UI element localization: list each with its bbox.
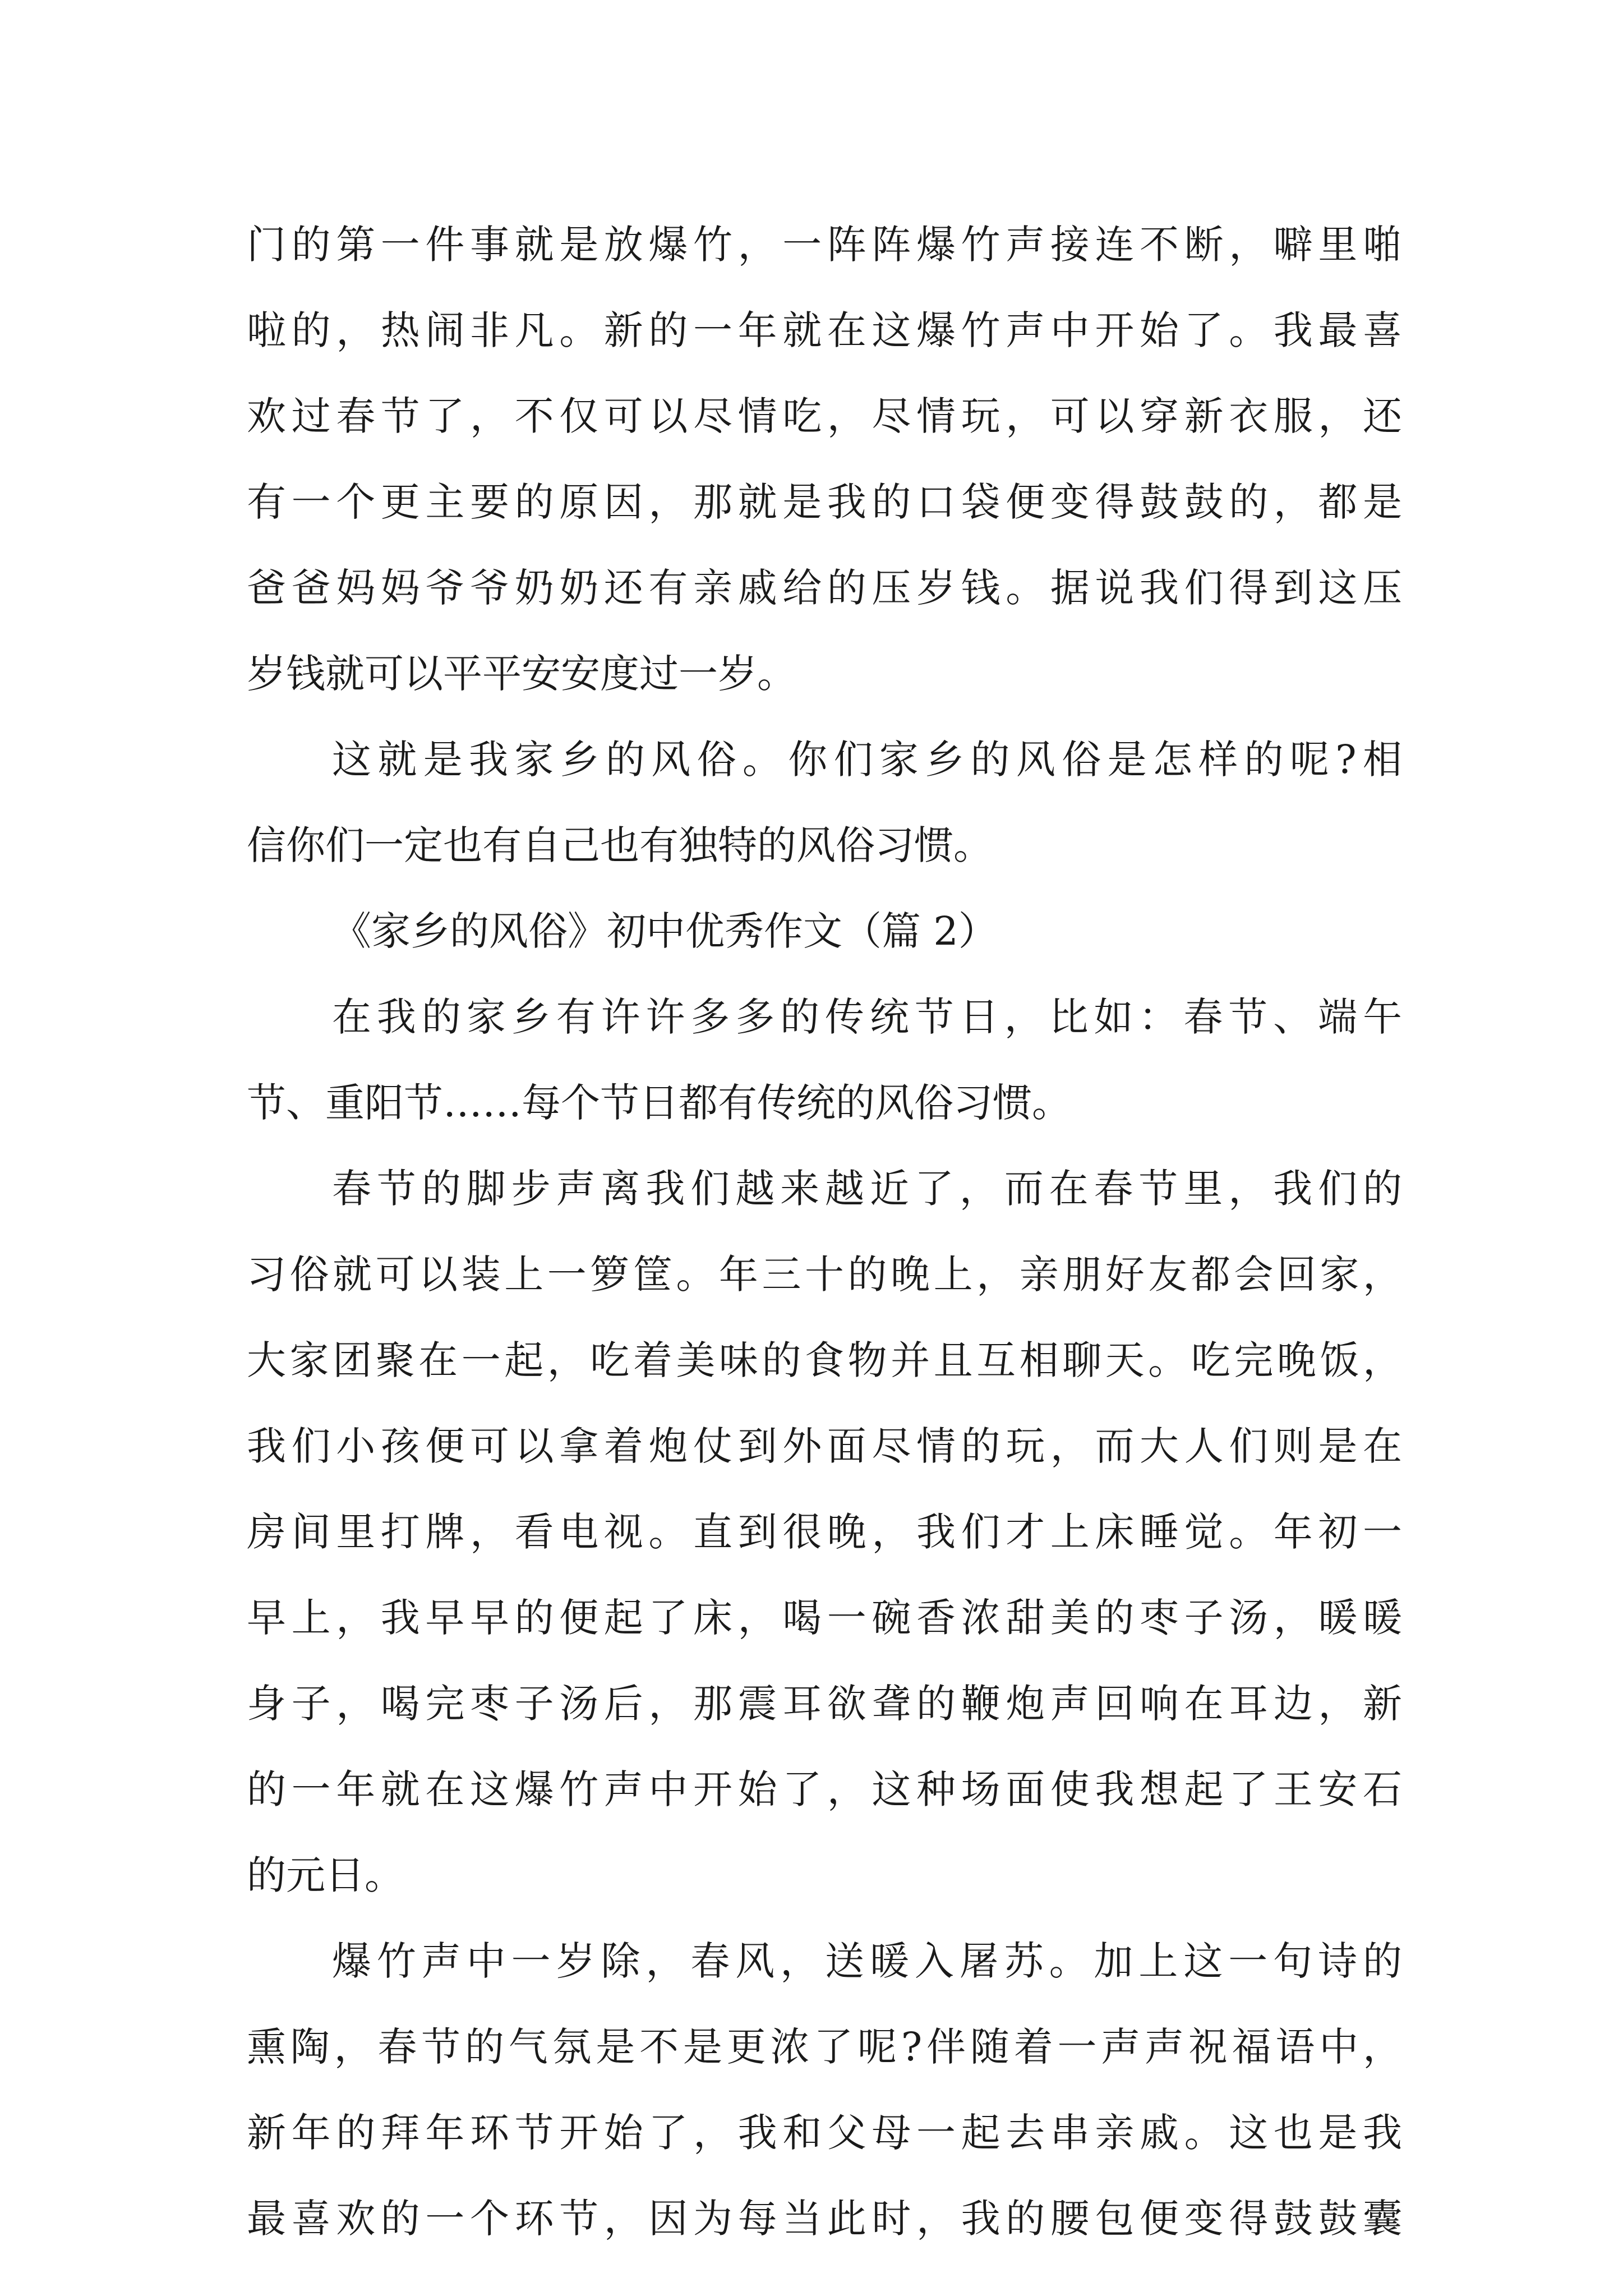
text-line: 有一个更主要的原因，那就是我的口袋便变得鼓鼓的，都是	[247, 479, 1402, 525]
text-line: 的元日。	[247, 1852, 404, 1898]
text-line: 大家团聚在一起，吃着美味的食物并且互相聊天。吃完晚饭，	[247, 1337, 1402, 1383]
text-line: 习俗就可以装上一箩筐。年三十的晚上，亲朋好友都会回家，	[247, 1251, 1402, 1297]
text-line: 信你们一定也有自己也有独特的风俗习惯。	[247, 822, 993, 868]
section-heading: 《家乡的风俗》初中优秀作文（篇 2）	[332, 908, 998, 954]
text-line: 早上，我早早的便起了床，喝一碗香浓甜美的枣子汤，暖暖	[247, 1595, 1402, 1641]
text-line: 爸爸妈妈爷爷奶奶还有亲戚给的压岁钱。据说我们得到这压	[247, 565, 1402, 611]
text-line: 岁钱就可以平平安安度过一岁。	[247, 651, 796, 697]
text-line: 我们小孩便可以拿着炮仗到外面尽情的玩，而大人们则是在	[247, 1423, 1402, 1469]
text-line: 熏陶，春节的气氛是不是更浓了呢?伴随着一声声祝福语中，	[247, 2024, 1402, 2070]
document-page	[247, 202, 1402, 2262]
text-line: 门的第一件事就是放爆竹，一阵阵爆竹声接连不断，噼里啪	[247, 222, 1402, 268]
text-line: 爆竹声中一岁除，春风，送暖入屠苏。加上这一句诗的	[332, 1938, 1402, 1984]
text-line: 的一年就在这爆竹声中开始了，这种场面使我想起了王安石	[247, 1766, 1402, 1812]
text-line: 欢过春节了，不仅可以尽情吃，尽情玩，可以穿新衣服，还	[247, 393, 1402, 439]
text-line: 新年的拜年环节开始了，我和父母一起去串亲戚。这也是我	[247, 2110, 1402, 2156]
text-line: 啦的，热闹非凡。新的一年就在这爆竹声中开始了。我最喜	[247, 307, 1402, 353]
text-line: 节、重阳节……每个节日都有传统的风俗习惯。	[247, 1080, 1071, 1126]
text-line: 身子，喝完枣子汤后，那震耳欲聋的鞭炮声回响在耳边，新	[247, 1681, 1402, 1727]
text-line: 在我的家乡有许许多多的传统节日，比如：春节、端午	[332, 994, 1402, 1040]
text-line: 房间里打牌，看电视。直到很晚，我们才上床睡觉。年初一	[247, 1509, 1402, 1555]
text-line: 春节的脚步声离我们越来越近了，而在春节里，我们的	[332, 1166, 1402, 1212]
text-line: 这就是我家乡的风俗。你们家乡的风俗是怎样的呢?相	[332, 737, 1402, 783]
text-line: 最喜欢的一个环节，因为每当此时，我的腰包便变得鼓鼓囊	[247, 2196, 1402, 2242]
